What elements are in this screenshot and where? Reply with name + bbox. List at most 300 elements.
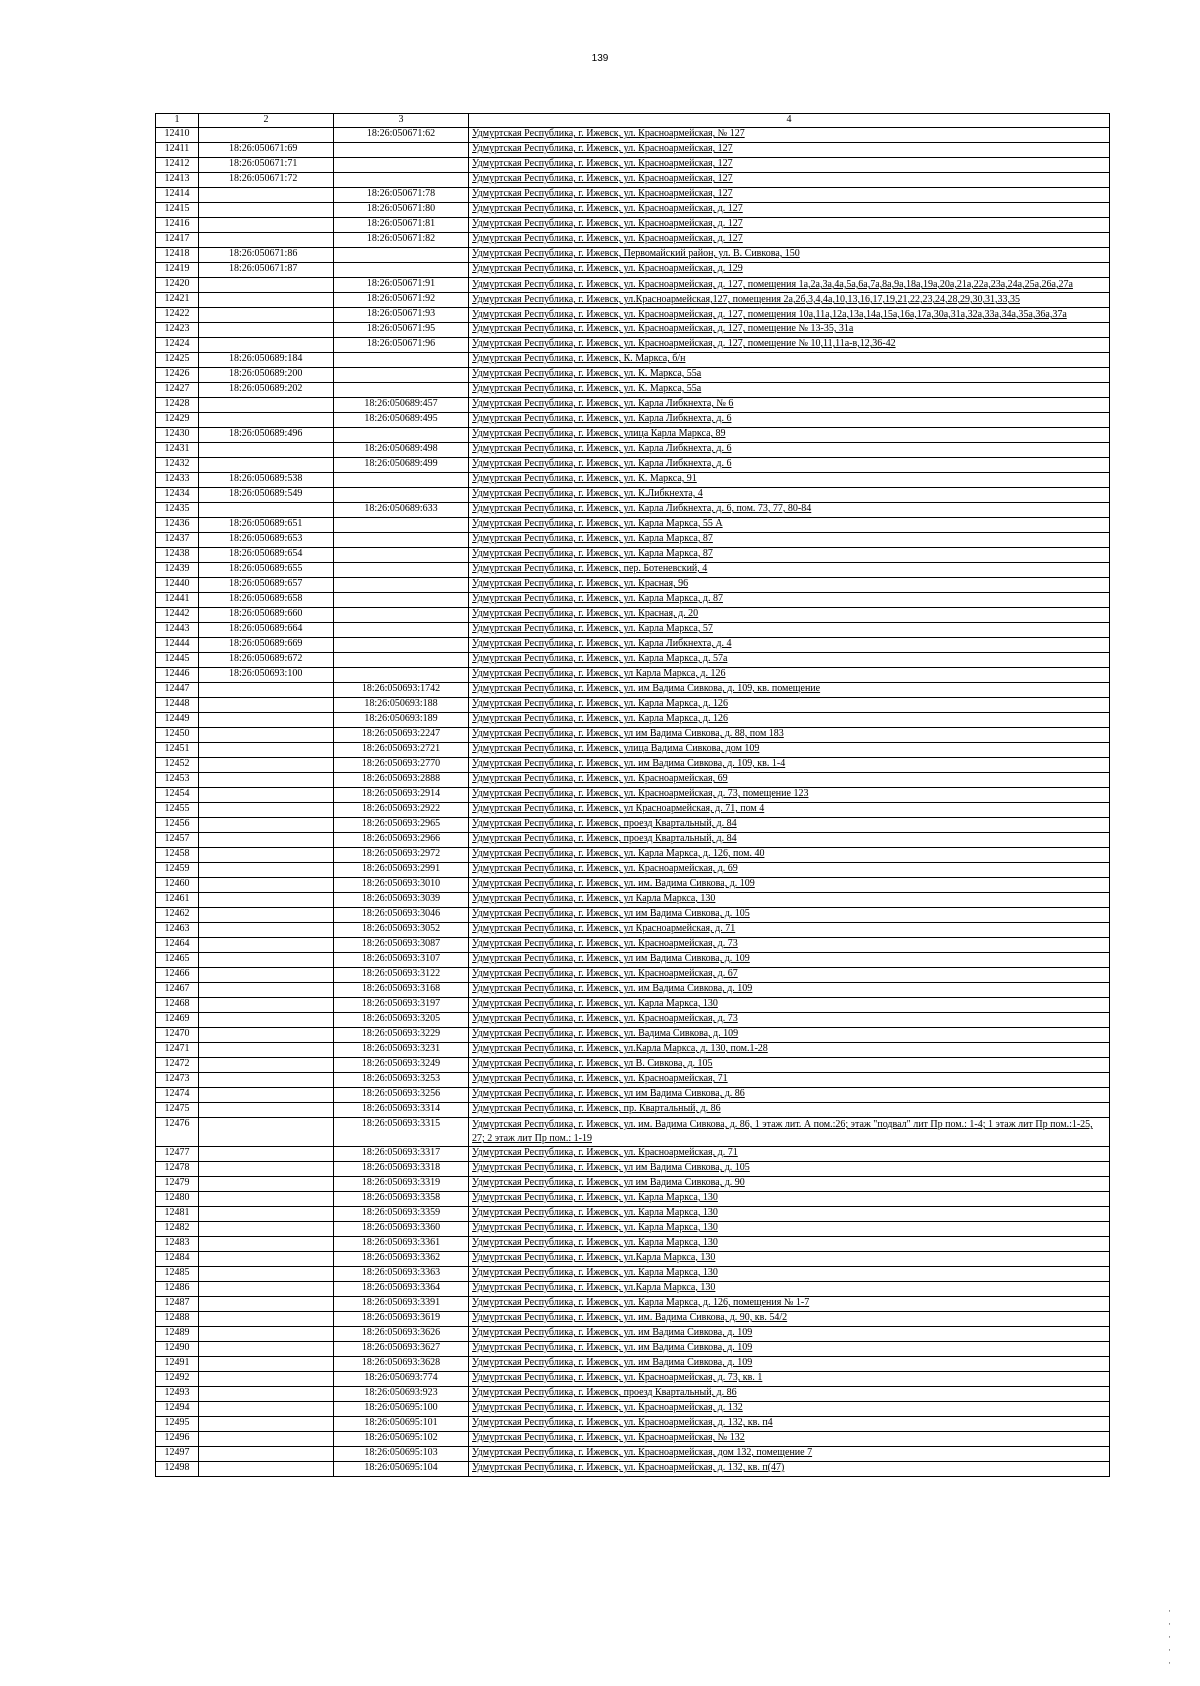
cadastral-number-alt-cell: 18:26:050689:495: [334, 413, 469, 428]
table-row: [156, 278, 1110, 293]
address-cell: Удмуртская Республика, г. Ижевск, ул. Красноармейская, д. 73: [469, 938, 1110, 953]
address-cell: Удмуртская Республика, г. Ижевск, ул. К. Маркса, 55а: [469, 383, 1110, 398]
row-number-cell: 12489: [156, 1327, 199, 1342]
table-row: [156, 353, 1110, 368]
table-row: [156, 623, 1110, 638]
row-number-cell: 12468: [156, 998, 199, 1013]
cadastral-number-cell: 18:26:050671:69: [199, 143, 334, 158]
table-row: [156, 548, 1110, 563]
table-row: [156, 1103, 1110, 1118]
cadastral-number-cell: [199, 1058, 334, 1073]
table-row: [156, 1207, 1110, 1222]
address-cell: Удмуртская Республика, г. Ижевск, пер. Ботеневский, 4: [469, 563, 1110, 578]
row-number-cell: 12439: [156, 563, 199, 578]
row-number-cell: 12443: [156, 623, 199, 638]
row-number-cell: 12428: [156, 398, 199, 413]
row-number-cell: 12483: [156, 1237, 199, 1252]
address-cell: Удмуртская Республика, г. Ижевск, ул. К. Маркса, 91: [469, 473, 1110, 488]
cadastral-number-cell: [199, 1342, 334, 1357]
row-number-cell: 12485: [156, 1267, 199, 1282]
row-number-cell: 12438: [156, 548, 199, 563]
row-number-cell: 12498: [156, 1462, 199, 1477]
cadastral-number-cell: [199, 1297, 334, 1312]
cadastral-number-cell: [199, 803, 334, 818]
address-cell: Удмуртская Республика, г. Ижевск, ул. К.Либкнехта, 4: [469, 488, 1110, 503]
cadastral-number-cell: [199, 1013, 334, 1028]
cadastral-number-alt-cell: 18:26:050693:3087: [334, 938, 469, 953]
cadastral-number-cell: [199, 1387, 334, 1402]
cadastral-number-cell: [199, 1192, 334, 1207]
address-cell: Удмуртская Республика, г. Ижевск, ул. им. Вадима Сивкова, д. 86, 1 этаж лит. А пом.:26; этаж "подвал" лит Пр пом.: 1-4; 1 этаж лит Пр пом.:1-25, 27; 2 этаж лит Пр пом.: 1-19: [469, 1118, 1110, 1147]
cadastral-number-alt-cell: 18:26:050693:189: [334, 713, 469, 728]
cadastral-number-cell: 18:26:050671:87: [199, 263, 334, 278]
row-number-cell: 12410: [156, 128, 199, 143]
address-cell: Удмуртская Республика, г. Ижевск, ул. Карла Маркса, 130: [469, 1222, 1110, 1237]
cadastral-number-cell: [199, 698, 334, 713]
address-cell: Удмуртская Республика, г. Ижевск, ул. Карла Маркса, 130: [469, 1237, 1110, 1252]
cadastral-number-alt-cell: 18:26:050671:95: [334, 323, 469, 338]
cadastral-number-alt-cell: 18:26:050695:103: [334, 1447, 469, 1462]
table-row: [156, 488, 1110, 503]
row-number-cell: 12486: [156, 1282, 199, 1297]
cadastral-number-alt-cell: 18:26:050689:457: [334, 398, 469, 413]
cadastral-number-cell: [199, 293, 334, 308]
cadastral-number-cell: [199, 1177, 334, 1192]
address-cell: Удмуртская Республика, г. Ижевск, ул. Карла Маркса, д. 126: [469, 698, 1110, 713]
address-cell: Удмуртская Республика, г. Ижевск, ул. Красноармейская, д. 127, помещения 1а,2а,3а,4а,5а,6а,7а,8а,9а,18а,19а,20а,21а,22а,23а,24а,25а,26а,27а: [469, 278, 1110, 293]
row-number-cell: 12473: [156, 1073, 199, 1088]
address-cell: Удмуртская Республика, г. Ижевск, ул. им. Вадима Сивкова, д. 90, кв. 54/2: [469, 1312, 1110, 1327]
table-row: [156, 1327, 1110, 1342]
table-row: [156, 668, 1110, 683]
cadastral-number-cell: [199, 1222, 334, 1237]
row-number-cell: 12418: [156, 248, 199, 263]
cadastral-number-alt-cell: 18:26:050671:92: [334, 293, 469, 308]
address-cell: Удмуртская Республика, г. Ижевск, ул им Вадима Сивкова, д. 88, пом 183: [469, 728, 1110, 743]
cadastral-number-alt-cell: 18:26:050671:91: [334, 278, 469, 293]
table-row: [156, 473, 1110, 488]
address-cell: Удмуртская Республика, г. Ижевск, ул. Карла Либкнехта, д. 6, пом. 73, 77, 80-84: [469, 503, 1110, 518]
table-row: [156, 998, 1110, 1013]
cadastral-number-alt-cell: 18:26:050693:3361: [334, 1237, 469, 1252]
cadastral-number-alt-cell: 18:26:050693:3318: [334, 1162, 469, 1177]
cadastral-number-alt-cell: 18:26:050671:80: [334, 203, 469, 218]
cadastral-number-alt-cell: 18:26:050695:100: [334, 1402, 469, 1417]
table-row: [156, 323, 1110, 338]
table-row: [156, 533, 1110, 548]
cadastral-number-alt-cell: [334, 623, 469, 638]
address-cell: Удмуртская Республика, г. Ижевск, ул. Красноармейская, д. 127: [469, 233, 1110, 248]
table-row: [156, 1058, 1110, 1073]
address-cell: Удмуртская Республика, г. Ижевск, ул. им Вадима Сивкова, д. 109, кв. 1-4: [469, 758, 1110, 773]
row-number-cell: 12437: [156, 533, 199, 548]
cadastral-number-alt-cell: [334, 563, 469, 578]
row-number-cell: 12446: [156, 668, 199, 683]
table-row: [156, 878, 1110, 893]
cadastral-number-alt-cell: 18:26:050693:2972: [334, 848, 469, 863]
cadastral-number-alt-cell: 18:26:050671:78: [334, 188, 469, 203]
row-number-cell: 12494: [156, 1402, 199, 1417]
cadastral-number-alt-cell: 18:26:050693:3107: [334, 953, 469, 968]
cadastral-number-alt-cell: [334, 668, 469, 683]
cadastral-number-cell: [199, 1103, 334, 1118]
table-row: [156, 698, 1110, 713]
row-number-cell: 12419: [156, 263, 199, 278]
table-row: [156, 848, 1110, 863]
row-number-cell: 12454: [156, 788, 199, 803]
cadastral-number-cell: 18:26:050689:664: [199, 623, 334, 638]
row-number-cell: 12414: [156, 188, 199, 203]
address-cell: Удмуртская Республика, г. Ижевск, ул Карла Маркса, д. 126: [469, 668, 1110, 683]
table-row: [156, 1267, 1110, 1282]
cadastral-number-alt-cell: 18:26:050695:102: [334, 1432, 469, 1447]
table-body: [156, 114, 1110, 1477]
cadastral-number-cell: [199, 968, 334, 983]
table-row: [156, 308, 1110, 323]
cadastral-number-alt-cell: 18:26:050693:3052: [334, 923, 469, 938]
cadastral-number-alt-cell: 18:26:050671:82: [334, 233, 469, 248]
table-row: [156, 788, 1110, 803]
cadastral-number-alt-cell: 18:26:050693:3314: [334, 1103, 469, 1118]
address-cell: Удмуртская Республика, г. Ижевск, ул. Красноармейская, 69: [469, 773, 1110, 788]
address-cell: Удмуртская Республика, г. Ижевск, ул им Вадима Сивкова, д. 109: [469, 953, 1110, 968]
cadastral-number-alt-cell: 18:26:050693:3046: [334, 908, 469, 923]
cadastral-number-cell: 18:26:050689:654: [199, 548, 334, 563]
cadastral-number-alt-cell: 18:26:050693:3010: [334, 878, 469, 893]
cadastral-number-cell: [199, 893, 334, 908]
margin-marks: · · · · ·: [1168, 1606, 1171, 1668]
table-row: [156, 428, 1110, 443]
cadastral-number-cell: [199, 1447, 334, 1462]
row-number-cell: 12447: [156, 683, 199, 698]
cadastral-number-cell: [199, 908, 334, 923]
header-cell: 1: [156, 114, 199, 128]
cadastral-number-alt-cell: 18:26:050693:2247: [334, 728, 469, 743]
row-number-cell: 12497: [156, 1447, 199, 1462]
cadastral-number-cell: [199, 758, 334, 773]
cadastral-number-cell: 18:26:050671:86: [199, 248, 334, 263]
row-number-cell: 12442: [156, 608, 199, 623]
cadastral-number-cell: [199, 848, 334, 863]
table-row: [156, 1162, 1110, 1177]
address-cell: Удмуртская Республика, г. Ижевск, ул Красноармейская, д. 71: [469, 923, 1110, 938]
cadastral-number-alt-cell: [334, 353, 469, 368]
cadastral-number-cell: [199, 458, 334, 473]
table-row: [156, 608, 1110, 623]
address-cell: Удмуртская Республика, г. Ижевск, ул.Карла Маркса, 130: [469, 1252, 1110, 1267]
cadastral-number-cell: [199, 818, 334, 833]
row-number-cell: 12490: [156, 1342, 199, 1357]
table-row: [156, 833, 1110, 848]
address-cell: Удмуртская Республика, г. Ижевск, ул. им Вадима Сивкова, д. 109: [469, 1342, 1110, 1357]
row-number-cell: 12495: [156, 1417, 199, 1432]
address-cell: Удмуртская Республика, г. Ижевск, ул. им Вадима Сивкова, д. 109: [469, 983, 1110, 998]
row-number-cell: 12496: [156, 1432, 199, 1447]
table-row: [156, 188, 1110, 203]
table-row: [156, 683, 1110, 698]
table-row: [156, 1357, 1110, 1372]
cadastral-number-cell: [199, 1088, 334, 1103]
row-number-cell: 12462: [156, 908, 199, 923]
cadastral-number-cell: 18:26:050689:496: [199, 428, 334, 443]
address-cell: Удмуртская Республика, г. Ижевск, ул. Красноармейская, 127: [469, 188, 1110, 203]
table-row: [156, 128, 1110, 143]
cadastral-number-cell: [199, 938, 334, 953]
cadastral-number-cell: [199, 878, 334, 893]
cadastral-number-cell: [199, 308, 334, 323]
table-row: [156, 233, 1110, 248]
row-number-cell: 12450: [156, 728, 199, 743]
row-number-cell: 12426: [156, 368, 199, 383]
row-number-cell: 12474: [156, 1088, 199, 1103]
address-cell: Удмуртская Республика, г. Ижевск, улица Карла Маркса, 89: [469, 428, 1110, 443]
row-number-cell: 12423: [156, 323, 199, 338]
cadastral-number-cell: [199, 1147, 334, 1162]
row-number-cell: 12476: [156, 1118, 199, 1147]
address-cell: Удмуртская Республика, г. Ижевск, ул. Красноармейская, д. 132, кв. п4: [469, 1417, 1110, 1432]
cadastral-number-cell: [199, 233, 334, 248]
row-number-cell: 12479: [156, 1177, 199, 1192]
cadastral-number-cell: [199, 1282, 334, 1297]
row-number-cell: 12481: [156, 1207, 199, 1222]
row-number-cell: 12435: [156, 503, 199, 518]
table-row: [156, 1312, 1110, 1327]
row-number-cell: 12478: [156, 1162, 199, 1177]
cadastral-number-cell: [199, 218, 334, 233]
cadastral-number-cell: [199, 728, 334, 743]
table-row: [156, 1192, 1110, 1207]
cadastral-number-cell: [199, 1357, 334, 1372]
address-cell: Удмуртская Республика, г. Ижевск, ул.Карла Маркса, 130: [469, 1282, 1110, 1297]
table-row: [156, 953, 1110, 968]
row-number-cell: 12417: [156, 233, 199, 248]
table-row: [156, 638, 1110, 653]
table-row: [156, 143, 1110, 158]
table-row: [156, 158, 1110, 173]
table-row: [156, 203, 1110, 218]
cadastral-number-cell: 18:26:050693:100: [199, 668, 334, 683]
address-cell: Удмуртская Республика, г. Ижевск, проезд Квартальный, д. 84: [469, 818, 1110, 833]
cadastral-number-alt-cell: 18:26:050693:3317: [334, 1147, 469, 1162]
table-row: [156, 1252, 1110, 1267]
cadastral-number-cell: [199, 1462, 334, 1477]
address-cell: Удмуртская Республика, г. Ижевск, ул. Карла Маркса, 130: [469, 998, 1110, 1013]
address-cell: Удмуртская Республика, г. Ижевск, ул. Красноармейская, д. 132, кв. п(47): [469, 1462, 1110, 1477]
row-number-cell: 12492: [156, 1372, 199, 1387]
row-number-cell: 12433: [156, 473, 199, 488]
cadastral-number-cell: [199, 323, 334, 338]
cadastral-number-alt-cell: 18:26:050693:2965: [334, 818, 469, 833]
address-cell: Удмуртская Республика, г. Ижевск, ул. Красноармейская, д. 127: [469, 218, 1110, 233]
cadastral-number-alt-cell: 18:26:050671:81: [334, 218, 469, 233]
address-cell: Удмуртская Республика, г. Ижевск, ул. Карла Маркса, 130: [469, 1207, 1110, 1222]
cadastral-number-alt-cell: 18:26:050693:3249: [334, 1058, 469, 1073]
row-number-cell: 12421: [156, 293, 199, 308]
cadastral-number-cell: [199, 1402, 334, 1417]
table-row: [156, 563, 1110, 578]
cadastral-number-alt-cell: [334, 578, 469, 593]
cadastral-number-cell: [199, 983, 334, 998]
row-number-cell: 12432: [156, 458, 199, 473]
address-cell: Удмуртская Республика, г. Ижевск, ул. Красноармейская, д. 67: [469, 968, 1110, 983]
table-row: [156, 173, 1110, 188]
address-cell: Удмуртская Республика, г. Ижевск, ул. Красноармейская, дом 132, помещение 7: [469, 1447, 1110, 1462]
cadastral-number-alt-cell: 18:26:050693:2914: [334, 788, 469, 803]
address-cell: Удмуртская Республика, г. Ижевск, ул. Карла Маркса, 87: [469, 533, 1110, 548]
address-cell: Удмуртская Республика, г. Ижевск, К. Маркса, б/н: [469, 353, 1110, 368]
address-cell: Удмуртская Республика, г. Ижевск, проезд Квартальный, д. 84: [469, 833, 1110, 848]
table-row: [156, 818, 1110, 833]
cadastral-number-alt-cell: [334, 158, 469, 173]
row-number-cell: 12436: [156, 518, 199, 533]
cadastral-number-alt-cell: 18:26:050693:3362: [334, 1252, 469, 1267]
cadastral-number-cell: 18:26:050689:657: [199, 578, 334, 593]
cadastral-number-alt-cell: 18:26:050695:101: [334, 1417, 469, 1432]
cadastral-number-alt-cell: 18:26:050693:3122: [334, 968, 469, 983]
table-row: [156, 938, 1110, 953]
header-cell: 3: [334, 114, 469, 128]
address-cell: Удмуртская Республика, г. Ижевск, ул. Карла Маркса, д. 87: [469, 593, 1110, 608]
cadastral-number-alt-cell: 18:26:050693:3229: [334, 1028, 469, 1043]
cadastral-number-cell: 18:26:050671:72: [199, 173, 334, 188]
cadastral-number-alt-cell: 18:26:050693:3205: [334, 1013, 469, 1028]
cadastral-number-alt-cell: 18:26:050693:923: [334, 1387, 469, 1402]
table-row: [156, 1462, 1110, 1477]
row-number-cell: 12415: [156, 203, 199, 218]
address-cell: Удмуртская Республика, г. Ижевск, ул. Карла Маркса, 57: [469, 623, 1110, 638]
cadastral-number-alt-cell: 18:26:050693:3256: [334, 1088, 469, 1103]
row-number-cell: 12480: [156, 1192, 199, 1207]
table-row: [156, 1088, 1110, 1103]
address-cell: Удмуртская Республика, г. Ижевск, ул. Красная, д. 20: [469, 608, 1110, 623]
cadastral-number-alt-cell: 18:26:050693:2966: [334, 833, 469, 848]
address-cell: Удмуртская Республика, г. Ижевск, ул. Карла Маркса, 87: [469, 548, 1110, 563]
row-number-cell: 12491: [156, 1357, 199, 1372]
cadastral-number-cell: 18:26:050689:202: [199, 383, 334, 398]
cadastral-number-cell: [199, 503, 334, 518]
cadastral-number-cell: [199, 188, 334, 203]
cadastral-number-cell: [199, 398, 334, 413]
row-number-cell: 12424: [156, 338, 199, 353]
cadastral-number-alt-cell: 18:26:050695:104: [334, 1462, 469, 1477]
cadastral-number-alt-cell: 18:26:050693:3253: [334, 1073, 469, 1088]
table-row: [156, 803, 1110, 818]
row-number-cell: 12413: [156, 173, 199, 188]
cadastral-number-cell: [199, 788, 334, 803]
table-row: [156, 1043, 1110, 1058]
cadastral-number-alt-cell: 18:26:050693:3628: [334, 1357, 469, 1372]
table-row: [156, 983, 1110, 998]
address-cell: Удмуртская Республика, г. Ижевск, ул Карла Маркса, 130: [469, 893, 1110, 908]
cadastral-number-cell: [199, 998, 334, 1013]
cadastral-number-alt-cell: [334, 263, 469, 278]
table-row: [156, 218, 1110, 233]
page-number: 139: [591, 53, 609, 64]
table-row: [156, 1417, 1110, 1432]
cadastral-number-alt-cell: [334, 368, 469, 383]
table-row: [156, 1147, 1110, 1162]
address-cell: Удмуртская Республика, г. Ижевск, ул. Красноармейская, 127: [469, 158, 1110, 173]
cadastral-number-alt-cell: 18:26:050693:774: [334, 1372, 469, 1387]
address-cell: Удмуртская Республика, г. Ижевск, ул. Карла Либкнехта, д. 4: [469, 638, 1110, 653]
cadastral-number-alt-cell: 18:26:050693:3231: [334, 1043, 469, 1058]
address-cell: Удмуртская Республика, г. Ижевск, ул. им Вадима Сивкова, д. 109: [469, 1327, 1110, 1342]
header-row: [156, 114, 1110, 128]
cadastral-number-alt-cell: 18:26:050693:3391: [334, 1297, 469, 1312]
cadastral-number-alt-cell: 18:26:050693:3363: [334, 1267, 469, 1282]
address-cell: Удмуртская Республика, г. Ижевск, ул. им. Вадима Сивкова, д. 109: [469, 878, 1110, 893]
table-row: [156, 458, 1110, 473]
row-number-cell: 12452: [156, 758, 199, 773]
address-cell: Удмуртская Республика, г. Ижевск, ул. им Вадима Сивкова, д. 109: [469, 1357, 1110, 1372]
cadastral-number-cell: [199, 1118, 334, 1147]
cadastral-number-alt-cell: 18:26:050693:3364: [334, 1282, 469, 1297]
cadastral-number-cell: 18:26:050689:660: [199, 608, 334, 623]
address-cell: Удмуртская Республика, г. Ижевск, ул. Красноармейская, д. 129: [469, 263, 1110, 278]
row-number-cell: 12459: [156, 863, 199, 878]
address-cell: Удмуртская Республика, г. Ижевск, ул. Красноармейская, № 132: [469, 1432, 1110, 1447]
cadastral-number-cell: [199, 923, 334, 938]
address-cell: Удмуртская Республика, г. Ижевск, ул. им Вадима Сивкова, д. 109, кв. помещение: [469, 683, 1110, 698]
row-number-cell: 12472: [156, 1058, 199, 1073]
table-row: [156, 923, 1110, 938]
table-row: [156, 593, 1110, 608]
cadastral-number-alt-cell: 18:26:050693:3359: [334, 1207, 469, 1222]
cadastral-number-alt-cell: 18:26:050693:3315: [334, 1118, 469, 1147]
address-cell: Удмуртская Республика, г. Ижевск, ул. Вадима Сивкова, д. 109: [469, 1028, 1110, 1043]
address-cell: Удмуртская Республика, г. Ижевск, ул Красноармейская, д. 71, пом 4: [469, 803, 1110, 818]
row-number-cell: 12471: [156, 1043, 199, 1058]
table-row: [156, 863, 1110, 878]
table-row: [156, 293, 1110, 308]
row-number-cell: 12440: [156, 578, 199, 593]
row-number-cell: 12487: [156, 1297, 199, 1312]
address-cell: Удмуртская Республика, г. Ижевск, ул. Карла Либкнехта, д. 6: [469, 413, 1110, 428]
cadastral-number-alt-cell: 18:26:050693:2770: [334, 758, 469, 773]
table-row: [156, 1342, 1110, 1357]
row-number-cell: 12431: [156, 443, 199, 458]
cadastral-number-cell: [199, 1372, 334, 1387]
table-row: [156, 1177, 1110, 1192]
address-cell: Удмуртская Республика, г. Ижевск, ул. Карла Маркса, 55 А: [469, 518, 1110, 533]
cadastral-number-alt-cell: 18:26:050693:3168: [334, 983, 469, 998]
table-row: [156, 1222, 1110, 1237]
row-number-cell: 12422: [156, 308, 199, 323]
table-row: [156, 1073, 1110, 1088]
row-number-cell: 12465: [156, 953, 199, 968]
cadastral-number-cell: [199, 863, 334, 878]
cadastral-number-cell: 18:26:050689:651: [199, 518, 334, 533]
cadastral-number-alt-cell: [334, 653, 469, 668]
row-number-cell: 12425: [156, 353, 199, 368]
cadastral-number-cell: 18:26:050689:184: [199, 353, 334, 368]
address-cell: Удмуртская Республика, г. Ижевск, ул. Красная, 96: [469, 578, 1110, 593]
row-number-cell: 12470: [156, 1028, 199, 1043]
address-cell: Удмуртская Республика, г. Ижевск, ул. Красноармейская, д. 127: [469, 203, 1110, 218]
cadastral-number-alt-cell: [334, 143, 469, 158]
address-cell: Удмуртская Республика, г. Ижевск, ул им Вадима Сивкова, д. 105: [469, 1162, 1110, 1177]
row-number-cell: 12484: [156, 1252, 199, 1267]
table-row: [156, 1447, 1110, 1462]
address-cell: Удмуртская Республика, г. Ижевск, ул. Карла Маркса, д. 57а: [469, 653, 1110, 668]
address-cell: Удмуртская Республика, г. Ижевск, ул. Красноармейская, 127: [469, 173, 1110, 188]
row-number-cell: 12461: [156, 893, 199, 908]
cadastral-number-alt-cell: [334, 638, 469, 653]
cadastral-number-cell: [199, 1252, 334, 1267]
cadastral-number-alt-cell: 18:26:050671:96: [334, 338, 469, 353]
table-row: [156, 248, 1110, 263]
address-cell: Удмуртская Республика, г. Ижевск, ул. Карла Либкнехта, д. 6: [469, 443, 1110, 458]
